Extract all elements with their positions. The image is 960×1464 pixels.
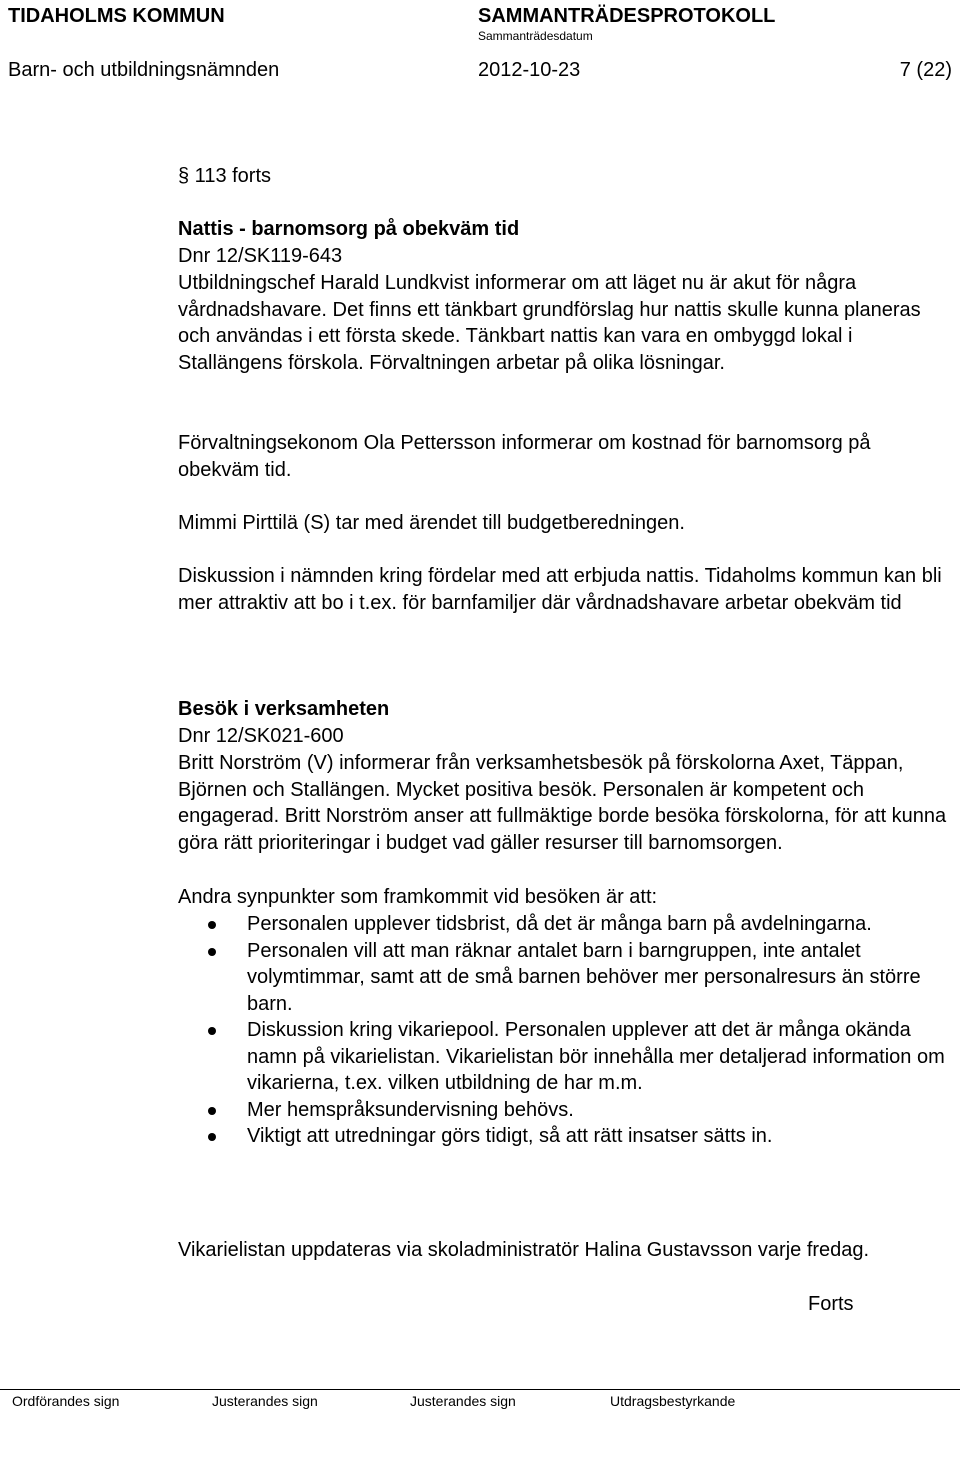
item1-dnr: Dnr 12/SK119-643 bbox=[178, 245, 343, 267]
bullet-icon bbox=[208, 1027, 216, 1035]
page-number: 7 (22) bbox=[899, 59, 952, 81]
item1-title: Nattis - barnomsorg på obekväm tid bbox=[178, 218, 520, 240]
document-type: SAMMANTRÄDESPROTOKOLL bbox=[478, 5, 776, 27]
list-item: Viktigt att utredningar görs tidigt, så att rätt insatser sätts in. bbox=[178, 1123, 948, 1150]
item1-paragraph: Förvaltningsekonom Ola Pettersson informerar om kostnad för barnomsorg på obekväm tid. bbox=[178, 432, 871, 481]
item2-closing: Vikarielistan uppdateras via skoladministratör Halina Gustavsson varje fredag. bbox=[178, 1239, 870, 1261]
section-reference: § 113 forts bbox=[178, 165, 272, 187]
continued-marker: Forts bbox=[808, 1293, 854, 1315]
bullet-icon bbox=[208, 1133, 216, 1141]
bullet-icon bbox=[208, 948, 216, 956]
item1-paragraph: Mimmi Pirttilä (S) tar med ärendet till budgetberedningen. bbox=[178, 512, 685, 534]
extract-certification-label: Utdragsbestyrkande bbox=[610, 1393, 736, 1409]
list-item: Mer hemspråksundervisning behövs. bbox=[178, 1097, 948, 1124]
item2-list-intro: Andra synpunkter som framkommit vid besöken är att: bbox=[178, 886, 658, 908]
item1-paragraph: Utbildningschef Harald Lundkvist informerar om att läget nu är akut för några vårdnadshavare. Det finns ett tänkbart grundförslag hur nattis skulle kunna planeras och användas i ett första skede. Tänkbart nattis kan vara en ombyggd lokal i Stallängens förskola. Förvaltningen arbetar på olika lösningar. bbox=[178, 272, 921, 374]
item2-dnr: Dnr 12/SK021-600 bbox=[178, 725, 344, 747]
footer-divider bbox=[0, 1389, 960, 1390]
adjuster-signature-label: Justerandes sign bbox=[410, 1393, 516, 1409]
meeting-date: 2012-10-23 bbox=[478, 59, 581, 81]
item2-intro: Britt Norström (V) informerar från verksamhetsbesök på förskolorna Axet, Täppan, Björnen och Stallängen. Mycket positiva besök. Personalen är kompetent och engagerad. Britt Norström anser att fullmäktige borde besöka förskolorna, för att kunna göra rätt prioriteringar i budget vad gäller resurser till barnomsorgen. bbox=[178, 752, 947, 854]
item2-title: Besök i verksamheten bbox=[178, 698, 390, 720]
observations-list bbox=[178, 911, 948, 1150]
date-label: Sammanträdesdatum bbox=[478, 29, 593, 43]
board-name: Barn- och utbildningsnämnden bbox=[8, 59, 280, 81]
list-item: Personalen vill att man räknar antalet barn i barngruppen, inte antalet volymtimmar, samt att de små barnen behöver mer personalresurs än större barn. bbox=[178, 938, 948, 1018]
chair-signature-label: Ordförandes sign bbox=[12, 1393, 120, 1409]
bullet-icon bbox=[208, 921, 216, 929]
org-name: TIDAHOLMS KOMMUN bbox=[8, 5, 225, 27]
adjuster-signature-label: Justerandes sign bbox=[212, 1393, 318, 1409]
bullet-icon bbox=[208, 1107, 216, 1115]
list-item: Personalen upplever tidsbrist, då det är många barn på avdelningarna. bbox=[178, 911, 948, 938]
item1-paragraph: Diskussion i nämnden kring fördelar med att erbjuda nattis. Tidaholms kommun kan bli mer attraktiv att bo i t.ex. för barnfamiljer där vårdnadshavare arbetar obekväm tid bbox=[178, 565, 942, 614]
list-item: Diskussion kring vikariepool. Personalen upplever att det är många okända namn på vikarielistan. Vikarielistan bör innehålla mer detaljerad information om vikarierna, t.ex. vilken utbildning de har m.m. bbox=[178, 1017, 948, 1097]
